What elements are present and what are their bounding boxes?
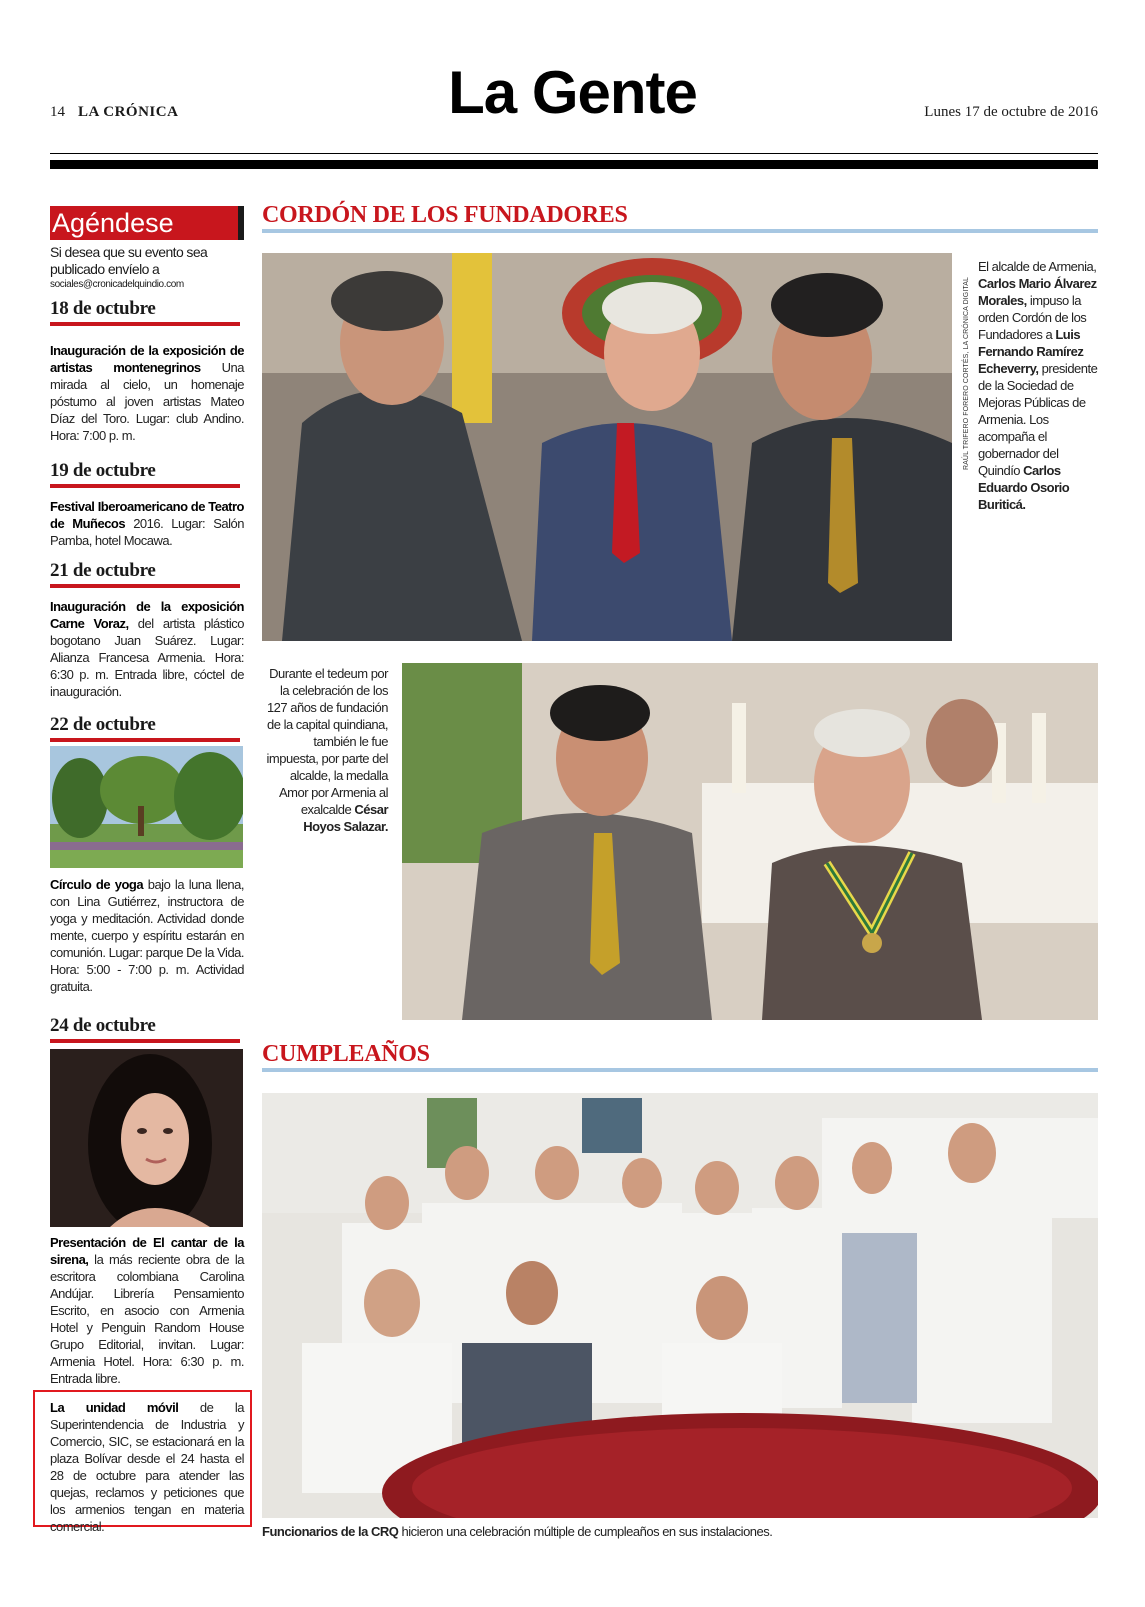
caption-part: impuso la orden Cordón de los Fundadores a (978, 293, 1087, 342)
yoga-park-photo (50, 746, 243, 868)
section-heading-cumpleanos: CUMPLEAÑOS (262, 1041, 430, 1067)
agenda-email[interactable]: sociales@cronicadelquindio.com (50, 279, 184, 290)
agenda-event-text: Una mirada al cielo, un homenaje póstumo al joven artistas Mateo Díaz del Toro. Lugar: club Andino. Hora: 7:00 p. m. (50, 360, 244, 443)
agenda-date-bar (50, 738, 240, 742)
agenda-event-lead: Círculo de yoga (50, 877, 144, 892)
caption-part-bold: Funcionarios de la CRQ (262, 1524, 399, 1539)
agenda-event-lead: Inauguración de la exposición Carne Voraz, (50, 599, 244, 631)
author-portrait-photo (50, 1049, 243, 1227)
section-rule (262, 229, 1098, 233)
caption-part-bold: Carlos Mario Álvarez Morales, (978, 276, 1097, 308)
agenda-event-text: de la Superintendencia de Industria y Comercio, SIC, se estacionará en la plaza Bolívar desde el 24 hasta el 28 de octubre para atender las quejas, reclamos y peticiones que los armenios tengan en materia comercial. (50, 1400, 244, 1534)
cordon-caption-1 (978, 258, 1098, 513)
photo-credit: RAÚL TRIFERO FORERO CORTÉS, LA CRÓNICA DIGITAL (963, 277, 970, 470)
agenda-title: Agéndese (52, 208, 174, 238)
birthday-group-photo (262, 1093, 1098, 1518)
agenda-event-lead: Inauguración de la exposición de artistas montenegrinos (50, 343, 244, 375)
agenda-event (50, 1399, 244, 1535)
issue-date: Lunes 17 de octubre de 2016 (924, 104, 1098, 120)
agenda-event (50, 498, 244, 549)
agenda-date-heading: 21 de octubre (50, 560, 156, 581)
agenda-date-bar (50, 484, 240, 488)
section-heading-cordon: CORDÓN DE LOS FUNDADORES (262, 202, 628, 228)
agenda-date-bar (50, 322, 240, 326)
caption-part-bold: César Hoyos Salazar. (303, 802, 388, 834)
page-number: 14 (50, 104, 65, 120)
agenda-date-heading: 22 de octubre (50, 714, 156, 735)
agenda-date-heading: 18 de octubre (50, 298, 156, 319)
agenda-date-heading: 19 de octubre (50, 460, 156, 481)
agenda-event-lead: Festival Iberoamericano de Teatro de Muñecos (50, 499, 244, 531)
caption-part: hicieron una celebración múltiple de cumpleaños en sus instalaciones. (398, 1524, 773, 1539)
agenda-event-text: la más reciente obra de la escritora colombiana Carolina Andújar. Librería Pensamiento Escrito, en asocio con Armenia Hotel y Penguin Random House Grupo Editorial, invitan. Lugar: Armenia Hotel. Hora: 6:30 p. m. Entrada libre. (50, 1252, 244, 1386)
caption-part-bold: Carlos Eduardo Osorio Buriticá. (978, 463, 1070, 512)
agenda-event (50, 598, 244, 700)
cordon-caption-2 (262, 665, 388, 835)
medal-ceremony-photo (402, 663, 1098, 1020)
header-rule-thin (50, 153, 1098, 154)
agenda-event-lead: Presentación de El cantar de la sirena, (50, 1235, 244, 1267)
agenda-date-bar (50, 584, 240, 588)
agenda-event (50, 876, 244, 995)
cordon-ceremony-photo (262, 253, 952, 641)
caption-part-bold: Luis Fernando Ramírez Echeverry, (978, 327, 1084, 376)
newspaper-name: LA CRÓNICA (78, 104, 179, 120)
agenda-event (50, 1234, 244, 1387)
agenda-date-heading: 24 de octubre (50, 1015, 156, 1036)
caption-part: El alcalde de Armenia, (978, 259, 1097, 274)
agenda-title-edge (238, 206, 244, 240)
caption-part: Durante el tedeum por la celebración de los 127 años de fundación de la capital quindiana, también le fue impuesta, por parte del alcalde, la medalla Amor por Armenia al exalcalde (266, 666, 388, 817)
agenda-event-text: bajo la luna llena, con Lina Gutiérrez, instructora de yoga y meditación. Actividad donde mente, cuerpo y espíritu estarán en comunión. Lugar: parque De la Vida. Hora: 5:00 - 7:00 p. m. Actividad gratuita. (50, 877, 245, 994)
section-rule (262, 1068, 1098, 1072)
agenda-date-bar (50, 1039, 240, 1043)
birthday-caption (262, 1523, 1098, 1540)
agenda-event-text: 2016. Lugar: Salón Pamba, hotel Mocawa. (50, 516, 245, 548)
caption-part: presidente de la Sociedad de Mejoras Públicas de Armenia. Los acompaña el gobernador del Quindío (978, 361, 1098, 478)
section-title: La Gente (448, 59, 697, 126)
header-rule-thick (50, 160, 1098, 169)
agenda-event-lead: La unidad móvil (50, 1400, 179, 1415)
agenda-intro: Si desea que su evento sea publicado envíelo a (50, 244, 208, 277)
agenda-event (50, 342, 244, 444)
agenda-event-text: del artista plástico bogotano Juan Suárez. Lugar: Alianza Francesa Armenia. Hora: 6:30 p. m. Entrada libre, cóctel de inauguración. (50, 616, 244, 699)
